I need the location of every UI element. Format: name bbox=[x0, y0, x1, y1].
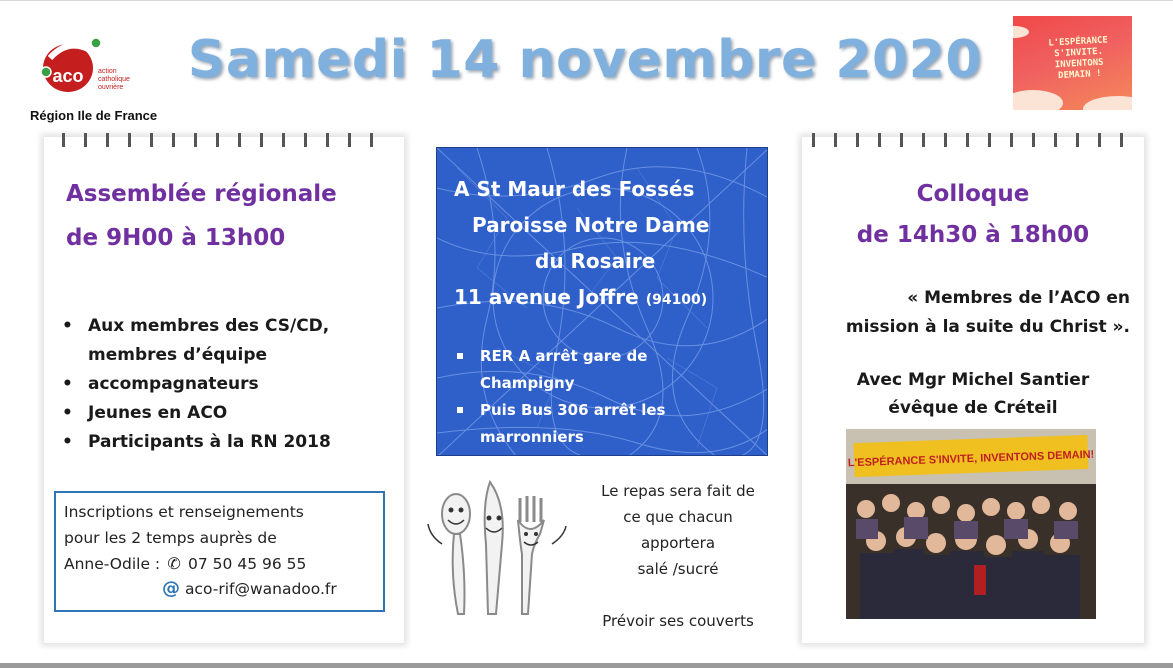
meal-line: ce que chacun bbox=[623, 508, 733, 526]
colloquium-title: Colloque bbox=[916, 181, 1030, 207]
badge-line: S'INVITE. bbox=[1054, 46, 1104, 60]
guest-line: évêque de Créteil bbox=[888, 398, 1058, 418]
location-block bbox=[436, 147, 768, 456]
list-item: • Aux membres des CS/CD, bbox=[62, 312, 331, 341]
group-photo bbox=[846, 429, 1096, 619]
transport-list bbox=[455, 343, 666, 451]
contact-line: pour les 2 temps auprès de bbox=[64, 529, 277, 547]
logo-brand: aco bbox=[52, 66, 84, 86]
banner-text: L'ESPÉRANCE S'INVITE, INVENTONS DEMAIN! bbox=[847, 448, 1095, 470]
theme-line: mission à la suite du Christ ». bbox=[845, 317, 1130, 337]
meal-line: apportera bbox=[640, 534, 716, 552]
contact-email-row bbox=[162, 576, 337, 602]
address-street: 11 avenue Joffre bbox=[454, 285, 639, 309]
transport-text: marronniers bbox=[480, 428, 584, 446]
region-label: Région Ile de France bbox=[30, 108, 158, 123]
colloquium-theme bbox=[820, 284, 1130, 342]
logo-sub-3: ouvrière bbox=[98, 84, 124, 91]
phone-icon: ✆ bbox=[167, 554, 181, 573]
address-street-row bbox=[437, 279, 767, 318]
transport-item bbox=[455, 343, 666, 397]
contact-email[interactable]: aco-rif@wanadoo.fr bbox=[184, 580, 337, 598]
assembly-time: de 9H00 à 13h00 bbox=[66, 225, 286, 251]
colloquium-card bbox=[802, 137, 1144, 643]
contact-box bbox=[54, 491, 385, 612]
aco-logo bbox=[38, 30, 178, 100]
theme-line: « Membres de l’ACO en bbox=[907, 288, 1130, 308]
contact-line: Inscriptions et renseignements bbox=[64, 503, 304, 521]
badge-text bbox=[1034, 35, 1124, 84]
address-parish-cont: du Rosaire bbox=[535, 249, 656, 273]
meal-note bbox=[576, 478, 780, 634]
at-icon: @ bbox=[162, 578, 180, 599]
bullet-square-icon bbox=[457, 353, 463, 359]
cutlery-illustration-icon bbox=[424, 474, 572, 624]
assembly-title: Assemblée régionale bbox=[66, 181, 337, 207]
group-photo-image bbox=[846, 429, 1096, 619]
address-postcode: (94100) bbox=[645, 292, 708, 308]
list-item: membres d’équipe bbox=[88, 345, 268, 365]
assembly-card bbox=[44, 137, 404, 643]
logo-subtitle bbox=[98, 68, 130, 92]
cloud-shape bbox=[1013, 26, 1029, 38]
esperance-badge bbox=[1013, 16, 1132, 110]
address-parish: Paroisse Notre Dame bbox=[472, 213, 710, 237]
guest-speaker bbox=[802, 366, 1144, 422]
colloquium-time: de 14h30 à 18h00 bbox=[856, 222, 1090, 248]
badge-line: INVENTONS bbox=[1054, 57, 1104, 71]
transport-text: Puis Bus 306 arrêt les bbox=[480, 401, 666, 419]
contact-phone[interactable]: 07 50 45 96 55 bbox=[188, 555, 307, 573]
badge-line: DEMAIN ! bbox=[1057, 68, 1102, 82]
list-item: • accompagnateurs bbox=[62, 370, 331, 399]
address-city: A St Maur des Fossés bbox=[454, 177, 695, 201]
transport-text: Champigny bbox=[480, 374, 575, 392]
cloud-shape bbox=[1083, 96, 1132, 110]
page-title: Samedi 14 novembre 2020 bbox=[187, 30, 983, 90]
list-item: • Jeunes en ACO bbox=[62, 399, 331, 428]
contact-name: Anne-Odile : bbox=[64, 555, 161, 573]
logo-sub-1: action bbox=[98, 68, 117, 75]
transport-text: RER A arrêt gare de bbox=[480, 347, 648, 365]
audience-list bbox=[62, 312, 331, 457]
address bbox=[437, 171, 767, 318]
badge-line: L'ESPÉRANCE bbox=[1048, 35, 1109, 49]
transport-item bbox=[455, 397, 666, 451]
spacer bbox=[576, 582, 780, 608]
guest-line: Avec Mgr Michel Santier bbox=[856, 370, 1090, 390]
spiral-rings-icon bbox=[44, 129, 404, 155]
meal-line: Le repas sera fait de bbox=[601, 482, 755, 500]
meal-line: salé /sucré bbox=[637, 560, 719, 578]
bullet-square-icon bbox=[457, 407, 463, 413]
list-item: • Participants à la RN 2018 bbox=[62, 428, 331, 457]
cloud-shape bbox=[1013, 90, 1063, 110]
contact-phone-row bbox=[64, 551, 383, 577]
logo-sub-2: catholique bbox=[98, 76, 130, 83]
meal-cutlery-note: Prévoir ses couverts bbox=[602, 612, 754, 630]
spiral-rings-icon bbox=[802, 129, 1144, 155]
